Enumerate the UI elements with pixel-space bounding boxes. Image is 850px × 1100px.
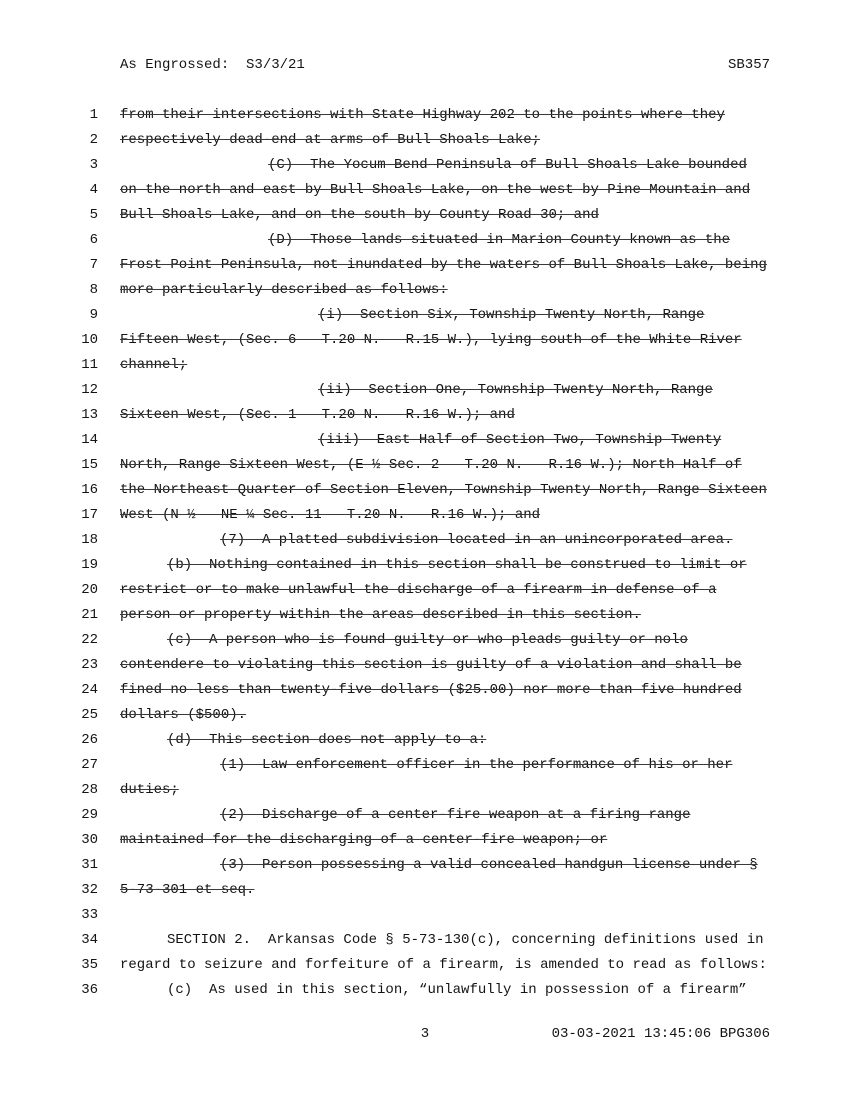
line-number: 7	[89, 257, 98, 273]
line-number: 32	[81, 882, 98, 898]
document-line	[0, 478, 850, 503]
line-number: 2	[89, 132, 98, 148]
stricken-text: on the north and east by Bull Shoals Lake, on the west by Pine Mountain and	[120, 182, 751, 198]
line-number: 21	[81, 607, 98, 623]
stricken-text: Sixteen West, (Sec. 1 – T.20 N. – R.16 W.); and	[120, 407, 515, 423]
page-header	[120, 57, 770, 73]
document-line	[0, 703, 850, 728]
timestamp-stamp: 03-03-2021 13:45:06 BPG306	[551, 1026, 770, 1042]
line-text: regard to seizure and forfeiture of a firearm, is amended to read as follows:	[120, 957, 767, 973]
line-number: 4	[89, 182, 98, 198]
document-line	[0, 553, 850, 578]
line-number: 16	[81, 482, 98, 498]
line-number: 9	[89, 307, 98, 323]
stricken-text: (ii) Section One, Township Twenty North, Range	[318, 382, 713, 398]
document-line	[0, 978, 850, 1003]
line-number: 27	[81, 757, 98, 773]
stricken-text: (b) Nothing contained in this section shall be construed to limit or	[167, 557, 747, 573]
document-line	[0, 103, 850, 128]
document-line	[0, 278, 850, 303]
line-number: 24	[81, 682, 98, 698]
stricken-text: (i) Section Six, Township Twenty North, Range	[318, 307, 705, 323]
line-number: 5	[89, 207, 98, 223]
stricken-text: person or property within the areas described in this section.	[120, 607, 641, 623]
stricken-text: respectively dead-end at arms of Bull Shoals Lake;	[120, 132, 541, 148]
page-footer	[0, 1022, 850, 1047]
stricken-text: Bull Shoals Lake, and on the south by County Road 30; and	[120, 207, 599, 223]
line-number: 6	[89, 232, 98, 248]
document-line	[0, 828, 850, 853]
stricken-text: from their intersections with State Highway 202 to the points where they	[120, 107, 725, 123]
document-line	[0, 428, 850, 453]
stricken-text: dollars ($500).	[120, 707, 247, 723]
stricken-text: Fifteen West, (Sec. 6 – T.20 N. – R.15 W.), lying south of the White River	[120, 332, 742, 348]
stricken-text: more particularly described as follows:	[120, 282, 448, 298]
stricken-text: North, Range Sixteen West, (E ½ Sec. 2 – T.20 N. – R.16 W.); North Half of	[120, 457, 742, 473]
stricken-text: (C) The Yocum Bend Peninsula of Bull Shoals Lake bounded	[268, 157, 747, 173]
bill-text-body	[0, 103, 850, 1003]
document-line	[0, 353, 850, 378]
document-line	[0, 753, 850, 778]
stricken-text: (c) A person who is found guilty or who pleads guilty or nolo	[167, 632, 688, 648]
line-text: (c) As used in this section, “unlawfully in possession of a firearm”	[167, 982, 747, 998]
line-text: SECTION 2. Arkansas Code § 5-73-130(c), concerning definitions used in	[167, 932, 764, 948]
document-line	[0, 778, 850, 803]
stricken-text: fined no less than twenty-five dollars ($25.00) nor more than five hundred	[120, 682, 742, 698]
line-number: 34	[81, 932, 98, 948]
document-line	[0, 253, 850, 278]
document-line	[0, 853, 850, 878]
line-number: 3	[89, 157, 98, 173]
engrossed-label: As Engrossed: S3/3/21	[120, 57, 305, 73]
line-number: 13	[81, 407, 98, 423]
document-line	[0, 928, 850, 953]
line-number: 15	[81, 457, 98, 473]
line-number: 31	[81, 857, 98, 873]
line-number: 30	[81, 832, 98, 848]
line-number: 35	[81, 957, 98, 973]
line-number: 1	[89, 107, 98, 123]
stricken-text: the Northeast Quarter of Section Eleven, Township Twenty North, Range Sixteen	[120, 482, 767, 498]
line-number: 12	[81, 382, 98, 398]
stricken-text: channel;	[120, 357, 188, 373]
line-number: 28	[81, 782, 98, 798]
stricken-text: (d) This section does not apply to a:	[167, 732, 487, 748]
document-line	[0, 303, 850, 328]
line-number: 18	[81, 532, 98, 548]
document-line	[0, 578, 850, 603]
line-number: 22	[81, 632, 98, 648]
document-line	[0, 203, 850, 228]
document-line	[0, 603, 850, 628]
line-number: 29	[81, 807, 98, 823]
document-line	[0, 403, 850, 428]
line-number: 11	[81, 357, 98, 373]
line-number: 25	[81, 707, 98, 723]
stricken-text: 5-73-301 et seq.	[120, 882, 255, 898]
document-line	[0, 328, 850, 353]
stricken-text: (D) Those lands situated in Marion County known as the	[268, 232, 731, 248]
line-number: 10	[81, 332, 98, 348]
document-line	[0, 653, 850, 678]
document-line	[0, 178, 850, 203]
document-line	[0, 378, 850, 403]
document-line	[0, 628, 850, 653]
stricken-text: (1) Law enforcement officer in the performance of his or her	[220, 757, 733, 773]
line-number: 23	[81, 657, 98, 673]
line-number: 33	[81, 907, 98, 923]
document-line	[0, 953, 850, 978]
line-number: 17	[81, 507, 98, 523]
document-line	[0, 878, 850, 903]
line-number: 26	[81, 732, 98, 748]
line-number: 36	[81, 982, 98, 998]
stricken-text: (2) Discharge of a center-fire weapon at a firing range	[220, 807, 691, 823]
line-number: 8	[89, 282, 98, 298]
document-line	[0, 228, 850, 253]
stricken-text: (7) A platted subdivision located in an unincorporated area.	[220, 532, 733, 548]
line-number: 19	[81, 557, 98, 573]
document-line	[0, 453, 850, 478]
document-line	[0, 903, 850, 928]
line-number: 14	[81, 432, 98, 448]
bill-number: SB357	[727, 57, 770, 73]
document-line	[0, 528, 850, 553]
line-number: 20	[81, 582, 98, 598]
stricken-text: restrict or to make unlawful the discharge of a firearm in defense of a	[120, 582, 717, 598]
document-line	[0, 678, 850, 703]
document-line	[0, 803, 850, 828]
stricken-text: West (N ½ – NE ¼ Sec. 11 – T.20 N. – R.16 W.); and	[120, 507, 541, 523]
stricken-text: (iii) East Half of Section Two, Township Twenty	[318, 432, 722, 448]
stricken-text: maintained for the discharging of a center-fire weapon; or	[120, 832, 608, 848]
page-number: 3	[420, 1026, 430, 1042]
document-line	[0, 128, 850, 153]
stricken-text: (3) Person possessing a valid concealed handgun license under §	[220, 857, 758, 873]
stricken-text: duties;	[120, 782, 179, 798]
stricken-text: contendere to violating this section is guilty of a violation and shall be	[120, 657, 742, 673]
stricken-text: Frost Point Peninsula, not inundated by the waters of Bull Shoals Lake, being	[120, 257, 767, 273]
document-line	[0, 728, 850, 753]
document-line	[0, 153, 850, 178]
document-line	[0, 503, 850, 528]
